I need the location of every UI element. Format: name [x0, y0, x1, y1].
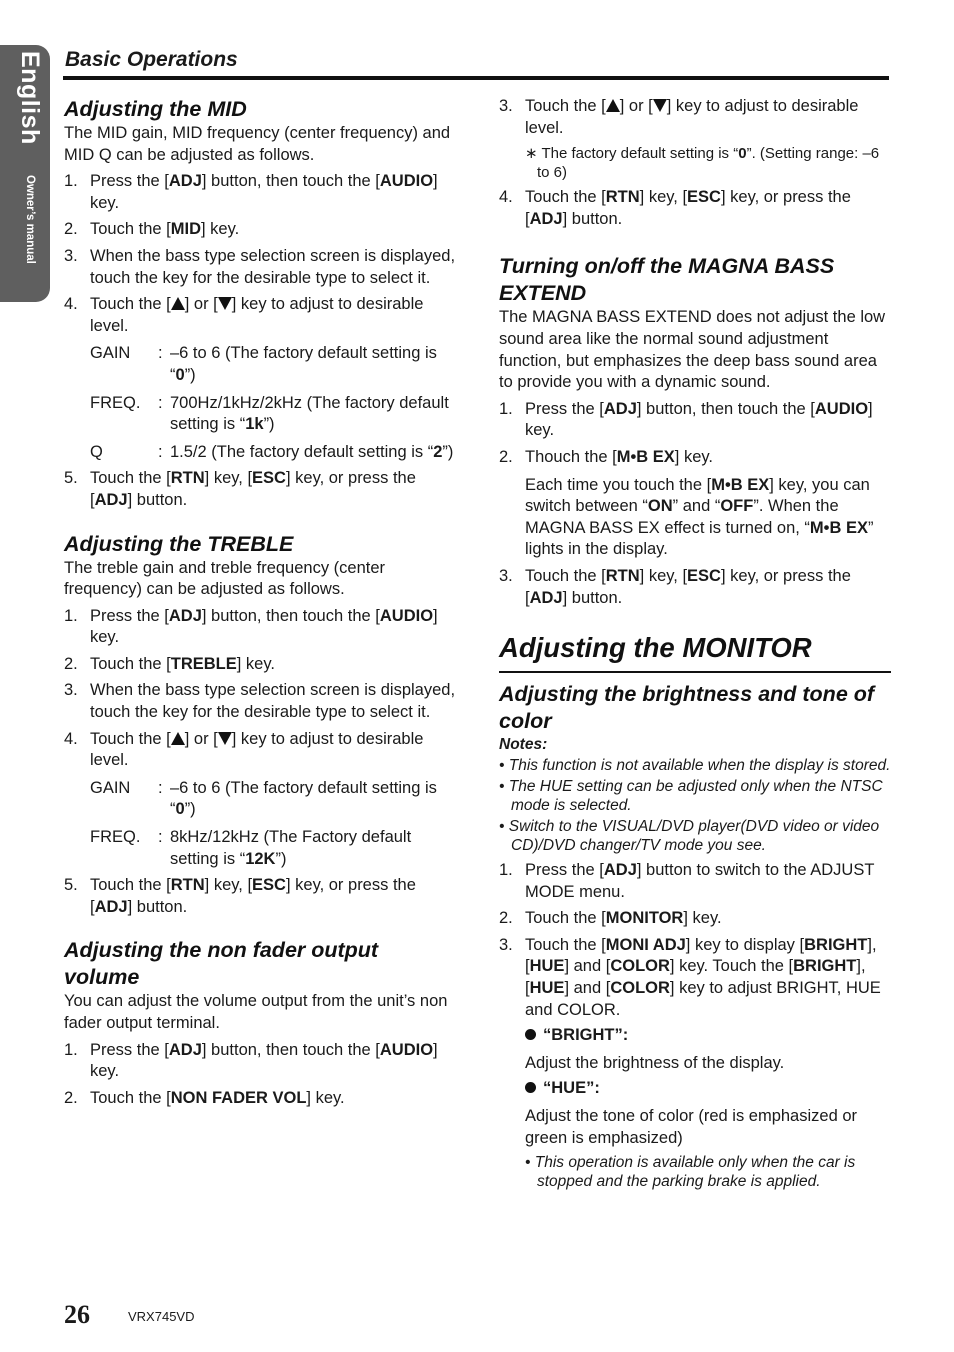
spec-row-gain: GAIN : –6 to 6 (The factory default setting is “0”) — [90, 344, 437, 384]
monitor-heading: Adjusting the MONITOR — [499, 632, 812, 664]
spec-row-freq: FREQ. : 700Hz/1kHz/2kHz (The factory default setting is “1k”) — [90, 393, 449, 434]
nonfader-intro: You can adjust the volume output from the unit’s non fader output terminal. — [64, 992, 448, 1032]
up-arrow-icon — [171, 297, 185, 310]
mid-steps — [64, 171, 457, 511]
step-number: 2. — [499, 909, 513, 928]
list-item: 1. Press the [ADJ] button, then touch the [AUDIO] key. — [64, 1040, 438, 1081]
note-item: • Switch to the VISUAL/DVD player(DVD video or video CD)/DVD changer/TV mode you see. — [499, 818, 880, 855]
step-number: 4. — [499, 188, 513, 207]
list-item: 3. Touch the [RTN] key, [ESC] key, or press the [ADJ] button. — [499, 566, 851, 607]
page-number: 26 — [64, 1300, 90, 1329]
step-number: 4. — [64, 295, 78, 314]
step-number: 1. — [499, 399, 513, 418]
list-item: 4. Touch the [ ] or [ ] key to adjust to desirable level. GAIN : –6 to 6 (The factory default setting is “0”) FREQ. : 700Hz/1kHz/2kHz (The factory default setting is “1k”) Q : 1.5/2 (The factory default setting is “2”) — [64, 294, 457, 463]
note-item: • The HUE setting can be adjusted only when the NTSC mode is selected. — [499, 778, 883, 815]
note-item: • This function is not available when the display is stored. — [499, 757, 891, 775]
step-number: 4. — [64, 729, 78, 748]
hue-label: “HUE”: — [525, 1078, 891, 1100]
step-number: 2. — [64, 220, 78, 239]
hue-note: • This operation is available only when the car is stopped and the parking brake is applied. — [525, 1154, 856, 1191]
left-column — [64, 96, 457, 1114]
list-item: 5. Touch the [RTN] key, [ESC] key, or press the [ADJ] button. — [64, 469, 416, 509]
right-column — [499, 96, 891, 1196]
list-item: 3. Touch the [ ] or [ ] key to adjust to desirable level. ∗ The factory default setting is “0”. (Setting range: –6 to 6) — [499, 96, 891, 182]
bullet-circle-icon — [525, 1029, 536, 1040]
magna-intro: The MAGNA BASS EXTEND does not adjust the low sound area like the normal sound adjustment function, but emphasizes the deep bass sound area to provide you with a dynamic sound. — [499, 308, 886, 392]
notes-label: Notes: — [499, 736, 548, 754]
bullet-circle-icon — [525, 1082, 536, 1093]
bright-label: “BRIGHT”: — [525, 1025, 891, 1047]
list-item: 1. Press the [ADJ] button, then touch the [AUDIO] key. — [64, 606, 438, 647]
spec-row-gain: GAIN : –6 to 6 (The factory default setting is “0”) — [90, 778, 437, 819]
list-item: 3. When the bass type selection screen is displayed, touch the key for the desirable type to select it. — [64, 681, 456, 722]
hue-desc: Adjust the tone of color (red is emphasized or green is emphasized) — [525, 1107, 858, 1147]
mid-heading: Adjusting the MID — [64, 97, 247, 121]
step-number: 3. — [64, 681, 78, 700]
treble-cont-steps — [499, 96, 891, 230]
list-item: 1. Press the [ADJ] button, then touch the [AUDIO] key. — [64, 172, 438, 212]
list-item: 3. Touch the [MONI ADJ] key to display [BRIGHT], [HUE] and [COLOR] key. Touch the [BRIGHT], [HUE] and [COLOR] key to adjust BRIGHT, HUE and COLOR. “BRIGHT”: Adjust the brightness of the display. “HUE”: Adjust the tone of color (red is emphasized or green is emphasized) • This operation is available only when the car is stopped and the parking brake is applied. — [499, 935, 891, 1191]
step-number: 2. — [64, 654, 78, 673]
monitor-subheading: Adjusting the brightness and tone of color — [499, 682, 875, 734]
list-item: 2. Touch the [MID] key. — [64, 219, 457, 241]
step-number: 1. — [64, 1040, 78, 1059]
list-item: 4. Touch the [RTN] key, [ESC] key, or press the [ADJ] button. — [499, 188, 851, 228]
default-note: ∗ The factory default setting is “0”. (Setting range: –6 to 6) — [525, 145, 880, 182]
monitor-rule — [499, 671, 891, 673]
list-item: 1. Press the [ADJ] button, then touch the [AUDIO] key. — [499, 399, 873, 440]
list-item: 5. Touch the [RTN] key, [ESC] key, or press the [ADJ] button. — [64, 876, 416, 916]
step-number: 3. — [499, 935, 513, 954]
list-item: 2. Thouch the [M•B EX] key. Each time you touch the [M•B EX] key, you can switch between “ON” and “OFF”. When the MAGNA BASS EX effect is turned on, “M•B EX” lights in the display. — [499, 447, 891, 561]
manual-label: Owner’s manual — [24, 175, 36, 264]
step-number: 5. — [64, 469, 78, 488]
list-item: 2. Touch the [MONITOR] key. — [499, 908, 891, 930]
step-number: 3. — [499, 97, 513, 115]
down-arrow-icon — [653, 99, 667, 112]
spec-row-q: Q : 1.5/2 (The factory default setting is “2”) — [90, 442, 454, 461]
step-number: 1. — [499, 861, 513, 880]
down-arrow-icon — [218, 732, 232, 745]
step-number: 5. — [64, 876, 78, 895]
step-number: 1. — [64, 172, 78, 191]
nonfader-steps — [64, 1040, 457, 1110]
monitor-steps — [499, 860, 891, 1191]
spec-row-freq: FREQ. : 8kHz/12kHz (The Factory default setting is “12K”) — [90, 828, 412, 868]
down-arrow-icon — [218, 297, 232, 310]
list-item: 2. Touch the [NON FADER VOL] key. — [64, 1088, 457, 1110]
list-item: 4. Touch the [ ] or [ ] key to adjust to desirable level. GAIN : –6 to 6 (The factory default setting is “0”) FREQ. : 8kHz/12kHz (The Factory default setting is “12K”) — [64, 729, 457, 871]
model-number: VRX745VD — [128, 1309, 195, 1324]
magna-steps — [499, 399, 891, 609]
treble-intro: The treble gain and treble frequency (center frequency) can be adjusted as follows. — [64, 558, 386, 599]
bright-desc: Adjust the brightness of the display. — [525, 1053, 785, 1072]
list-item: 1. Press the [ADJ] button to switch to the ADJUST MODE menu. — [499, 861, 875, 901]
step-number: 2. — [64, 1088, 78, 1107]
magna-heading: Turning on/off the MAGNA BASS EXTEND — [499, 254, 835, 306]
language-tab — [0, 45, 50, 302]
step-number: 3. — [64, 246, 78, 265]
treble-steps — [64, 606, 457, 919]
section-header: Basic Operations — [65, 48, 238, 71]
step-number: 3. — [499, 566, 513, 585]
up-arrow-icon — [171, 732, 185, 745]
up-arrow-icon — [606, 99, 620, 112]
list-item: 3. When the bass type selection screen is displayed, touch the key for the desirable type to select it. — [64, 246, 456, 287]
header-rule — [63, 76, 889, 80]
step-number: 1. — [64, 606, 78, 625]
list-item: 2. Touch the [TREBLE] key. — [64, 654, 457, 676]
nonfader-heading: Adjusting the non fader output volume — [64, 938, 379, 990]
language-label: English — [16, 51, 44, 145]
mid-intro: The MID gain, MID frequency (center frequency) and MID Q can be adjusted as follows. — [64, 124, 451, 164]
treble-heading: Adjusting the TREBLE — [64, 531, 294, 556]
magna-toggle-desc: Each time you touch the [M•B EX] key, you can switch between “ON” and “OFF”. When the MAGNA BASS EX effect is turned on, “M•B EX” lights in the display. — [525, 475, 874, 559]
step-number: 2. — [499, 447, 513, 466]
